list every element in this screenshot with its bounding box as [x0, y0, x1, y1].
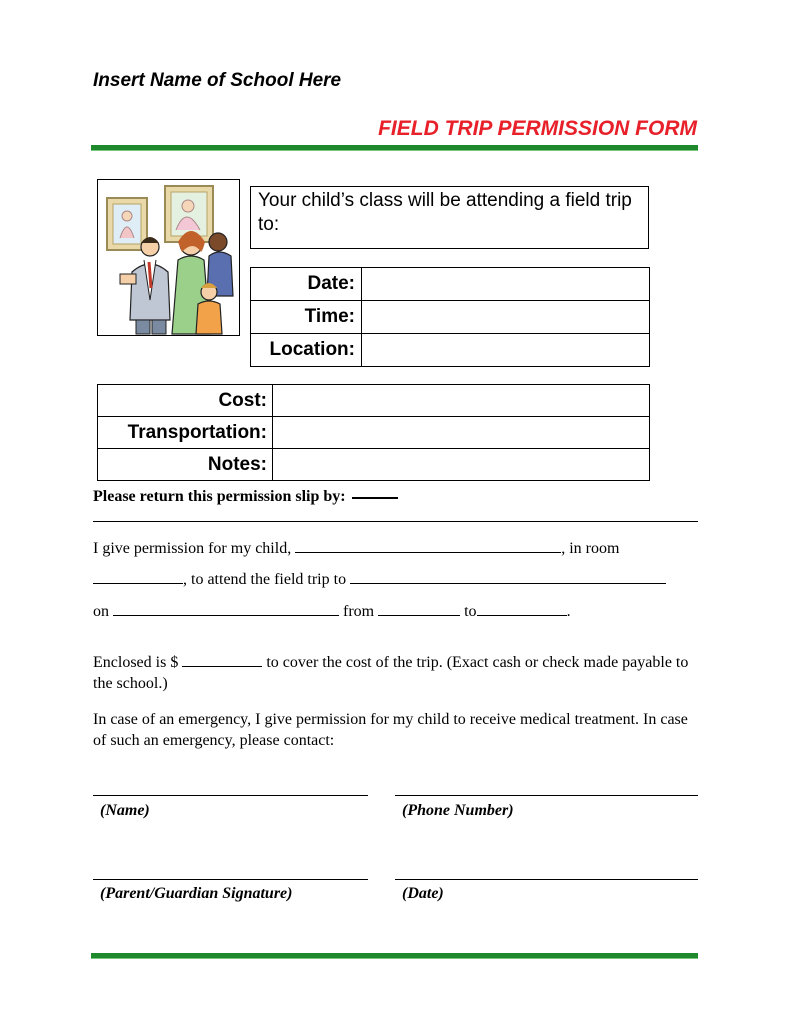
- phone-signature-line[interactable]: [395, 795, 698, 796]
- permission-line-3: [93, 601, 703, 622]
- enclosed-text-b: to cover the cost of the trip. (Exact cash or check made payable to the school.): [93, 654, 689, 692]
- date-label: Date:: [251, 268, 362, 301]
- transportation-label: Transportation:: [98, 417, 273, 449]
- museum-visit-clipart: [97, 179, 240, 336]
- notes-row: [98, 449, 650, 481]
- trip-logistics-table: [97, 384, 650, 481]
- time-label: Time:: [251, 301, 362, 334]
- parent-signature-line[interactable]: [93, 879, 368, 880]
- date-label-bottom: (Date): [402, 885, 444, 902]
- room-blank[interactable]: [93, 569, 183, 584]
- permission-text-7: .: [566, 603, 571, 620]
- start-time-blank[interactable]: [378, 601, 460, 616]
- return-by-line: [93, 488, 398, 506]
- notes-label: Notes:: [98, 449, 273, 481]
- bottom-divider: [91, 953, 698, 959]
- permission-text-5: from: [343, 603, 375, 620]
- time-field[interactable]: [362, 301, 650, 334]
- end-time-blank[interactable]: [477, 601, 567, 616]
- child-name-blank[interactable]: [295, 538, 561, 553]
- trip-date-blank[interactable]: [113, 601, 339, 616]
- location-row: [251, 334, 650, 367]
- field-trip-intro: Your child’s class will be attending a field trip to:: [250, 186, 649, 249]
- transportation-field[interactable]: [273, 417, 650, 449]
- parent-signature-label: (Parent/Guardian Signature): [100, 885, 293, 902]
- transportation-row: [98, 417, 650, 449]
- location-label: Location:: [251, 334, 362, 367]
- permission-text-4: on: [93, 603, 109, 620]
- notes-field[interactable]: [273, 449, 650, 481]
- emergency-paragraph: In case of an emergency, I give permission for my child to receive medical treatment. In case of such an emergency, please contact:: [93, 711, 688, 749]
- date-row: [251, 268, 650, 301]
- phone-label: (Phone Number): [402, 802, 514, 819]
- date-field[interactable]: [362, 268, 650, 301]
- time-row: [251, 301, 650, 334]
- name-signature-line[interactable]: [93, 795, 368, 796]
- return-by-blank[interactable]: [352, 497, 398, 499]
- return-by-label: Please return this permission slip by:: [93, 488, 346, 505]
- cost-field[interactable]: [273, 385, 650, 417]
- cost-row: [98, 385, 650, 417]
- permission-line-1: [93, 538, 703, 559]
- location-field[interactable]: [362, 334, 650, 367]
- enclosed-paragraph: [93, 652, 703, 694]
- permission-text-1: I give permission for my child,: [93, 540, 292, 557]
- top-divider: [91, 145, 698, 151]
- form-title: FIELD TRIP PERMISSION FORM: [378, 117, 697, 140]
- destination-blank[interactable]: [350, 569, 666, 584]
- enclosed-text-a: Enclosed is $: [93, 654, 179, 671]
- permission-text-3: , to attend the field trip to: [183, 571, 347, 588]
- permission-line-2: [93, 569, 703, 590]
- name-label: (Name): [100, 802, 150, 819]
- date-signature-line[interactable]: [395, 879, 698, 880]
- section-divider: [93, 521, 698, 522]
- permission-text-6: to: [464, 603, 477, 620]
- school-name: Insert Name of School Here: [93, 70, 342, 91]
- amount-blank[interactable]: [182, 652, 262, 667]
- cost-label: Cost:: [98, 385, 273, 417]
- trip-details-table: [250, 267, 650, 367]
- permission-text-2: , in room: [561, 540, 620, 557]
